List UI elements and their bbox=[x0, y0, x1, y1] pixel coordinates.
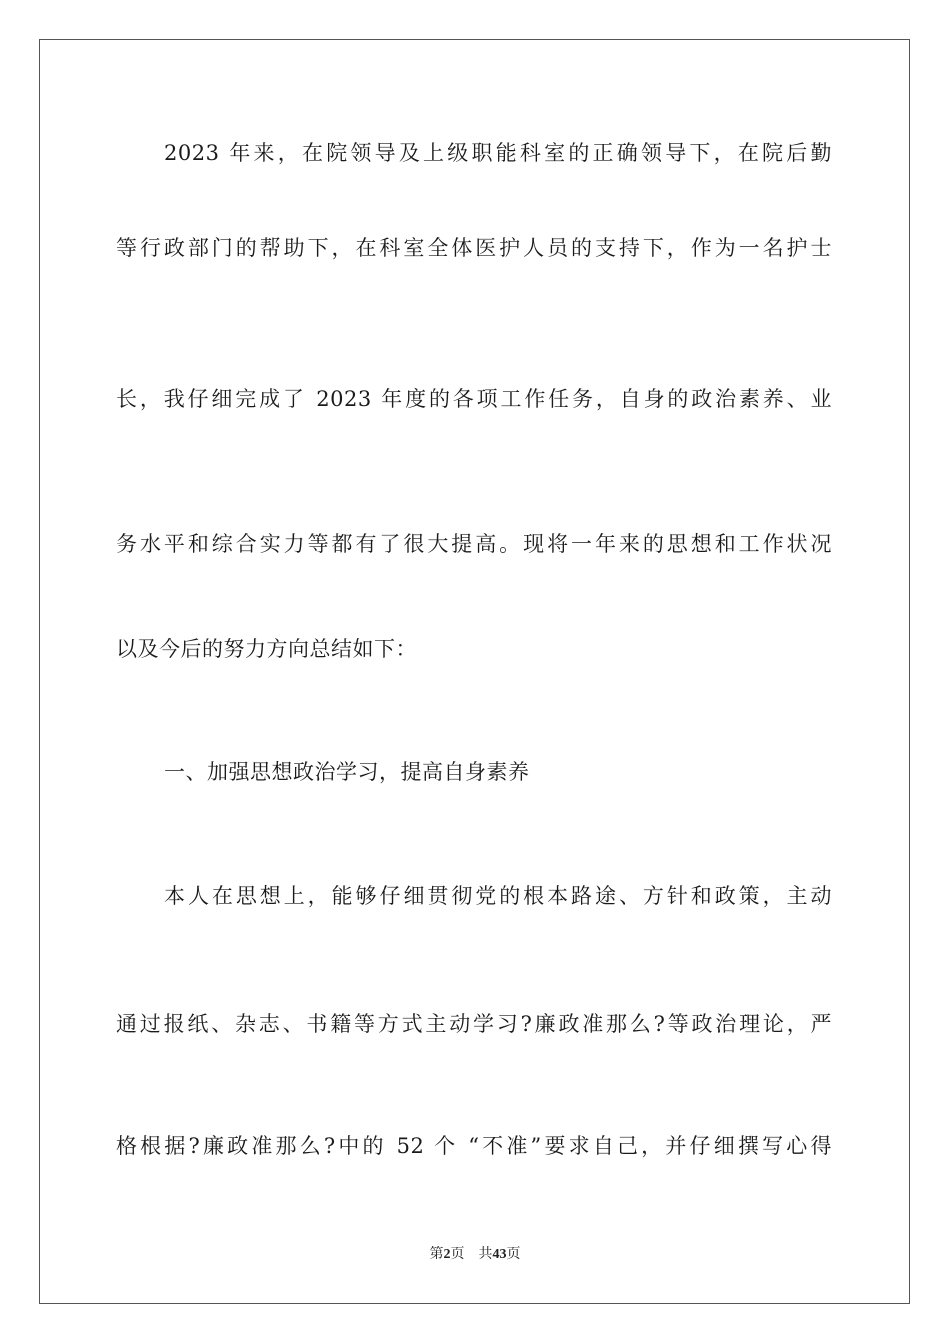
paragraph-line-5: 以及今后的努力方向总结如下： bbox=[116, 637, 417, 661]
paragraph-line-7: 通过报纸、杂志、书籍等方式主动学习?廉政准那么?等政治理论，严 bbox=[116, 1012, 832, 1036]
total-prefix: 共 bbox=[478, 1247, 493, 1262]
total-pages: 43 bbox=[492, 1247, 507, 1262]
paragraph-line-2: 等行政部门的帮助下，在科室全体医护人员的支持下，作为一名护士 bbox=[116, 236, 832, 260]
paragraph-line-1: 2023 年来，在院领导及上级职能科室的正确领导下，在院后勤 bbox=[164, 141, 832, 165]
total-suffix: 页 bbox=[506, 1247, 521, 1262]
page-footer bbox=[0, 1246, 950, 1264]
paragraph-line-3: 长，我仔细完成了 2023 年度的各项工作任务，自身的政治素养、业 bbox=[116, 387, 832, 411]
page-suffix: 页 bbox=[450, 1247, 465, 1262]
page-prefix: 第 bbox=[429, 1247, 444, 1262]
paragraph-line-8: 格根据?廉政准那么?中的 52 个 “不准”要求自己，并仔细撰写心得 bbox=[116, 1134, 832, 1158]
page-border bbox=[39, 39, 910, 1304]
paragraph-line-4: 务水平和综合实力等都有了很大提高。现将一年来的思想和工作状况 bbox=[116, 532, 832, 556]
section-heading: 一、加强思想政治学习，提高自身素养 bbox=[164, 760, 530, 784]
paragraph-line-6: 本人在思想上，能够仔细贯彻党的根本路途、方针和政策，主动 bbox=[164, 884, 832, 908]
page-number: 2 bbox=[443, 1247, 451, 1262]
